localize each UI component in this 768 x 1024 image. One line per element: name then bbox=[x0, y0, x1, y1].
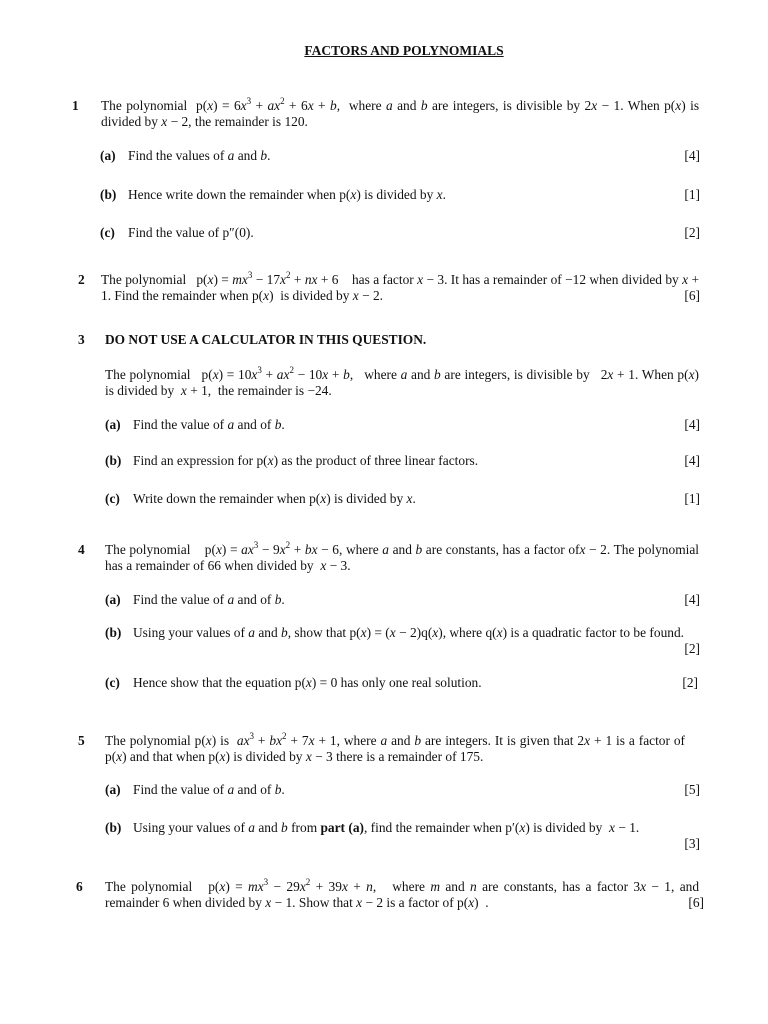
question-number: 4 bbox=[78, 542, 85, 557]
question-heading: DO NOT USE A CALCULATOR IN THIS QUESTION. bbox=[105, 332, 427, 347]
part-text: Find the values of a and b. bbox=[128, 148, 271, 163]
part-label: (b) bbox=[100, 187, 117, 202]
marks: [4] bbox=[684, 453, 700, 468]
part-text: Find the value of p″(0). bbox=[128, 225, 254, 240]
question-stem: The polynomial $p(x) = 6x^3 + ax^2 + 6x + b$, where a and b are integers, is divisible by 2x − 1. When p(x) is divided by x − 2, the remainder is 120. bbox=[101, 96, 700, 129]
part-label: (c) bbox=[100, 225, 115, 240]
question-3-part-a bbox=[105, 417, 700, 433]
question-5-part-a bbox=[105, 782, 700, 798]
question-1-part-b bbox=[100, 187, 700, 203]
part-label: (c) bbox=[105, 675, 120, 690]
part-label: (b) bbox=[105, 820, 122, 835]
question-number: 1 bbox=[72, 98, 79, 113]
marks: [3] bbox=[684, 836, 700, 851]
marks: [2] bbox=[684, 225, 700, 240]
marks: [4] bbox=[684, 148, 700, 163]
question-1-part-c bbox=[100, 225, 700, 241]
question-number: 2 bbox=[78, 272, 85, 287]
part-label: (a) bbox=[105, 782, 121, 797]
marks: [1] bbox=[684, 187, 700, 202]
marks: [6] bbox=[684, 288, 700, 303]
part-text: Using your values of a and b, show that p(x) = (x − 2)q(x), where q(x) is a quadratic factor to be found. bbox=[133, 625, 685, 640]
part-label: (a) bbox=[105, 417, 121, 432]
marks: [5] bbox=[684, 782, 700, 797]
part-text: Find the value of a and of b. bbox=[133, 782, 285, 797]
question-3-part-b bbox=[105, 453, 700, 469]
question-4-part-a bbox=[105, 592, 700, 608]
marks: [2] bbox=[682, 675, 698, 690]
stem-text: The polynomial $p(x) = mx^3 - 29x^2 + 39x + n$, where m and n are constants, has a factor 3x − 1, and remainder 6 when divided by x − 1. Show that x − 2 is a factor of p(x) . bbox=[105, 877, 700, 910]
question-5-part-b bbox=[105, 820, 700, 851]
question-stem bbox=[105, 879, 699, 911]
question-number: 5 bbox=[78, 733, 85, 748]
part-text: Find the value of a and of b. bbox=[133, 592, 285, 607]
part-text: Hence write down the remainder when p(x) is divided by x. bbox=[128, 187, 446, 202]
question-number: 3 bbox=[78, 332, 85, 347]
question-stem: The polynomial $p(x) = 10x^3 + ax^2 - 10x + b$, where a and b are integers, is divisible by 2x + 1. When p(x) is divided by x + 1, the remainder is −24. bbox=[105, 365, 700, 398]
question-number: 6 bbox=[76, 879, 83, 894]
marks: [6] bbox=[688, 895, 704, 910]
part-text: Write down the remainder when p(x) is divided by x. bbox=[133, 491, 416, 506]
question-stem bbox=[101, 272, 699, 304]
part-label: (c) bbox=[105, 491, 120, 506]
question-stem: The polynomial $p(x) = ax^3 - 9x^2$ + bx − 6, where a and b are constants, has a factor ofx − 2. The polynomial has a remainder of 66 when divided by x − 3. bbox=[105, 540, 699, 573]
marks: [4] bbox=[684, 417, 700, 432]
marks: [1] bbox=[684, 491, 700, 506]
part-label: (a) bbox=[105, 592, 121, 607]
part-text: Find the value of a and of b. bbox=[133, 417, 285, 432]
question-1-part-a bbox=[100, 148, 700, 164]
question-stem: The polynomial p(x) is $ax^3 + bx^2 + 7x + 1$, where a and b are integers. It is given that 2x + 1 is a factor of p(x) and that when p(x) is divided by x − 3 there is a remainder of 175. bbox=[105, 731, 686, 764]
question-3-part-c bbox=[105, 491, 700, 507]
part-label: (b) bbox=[105, 453, 122, 468]
marks: [2] bbox=[684, 641, 700, 656]
question-4-part-b bbox=[105, 625, 700, 656]
stem-text: The polynomial $p(x) = mx^3 - 17x^2$ + nx + 6 has a factor x − 3. It has a remainder of −12 when divided by x + 1. Find the remainder when p(x) is divided by x − 2. bbox=[101, 270, 699, 303]
part-label: (a) bbox=[100, 148, 116, 163]
part-text: Find an expression for p(x) as the product of three linear factors. bbox=[133, 453, 479, 468]
page-title: FACTORS AND POLYNOMIALS bbox=[304, 43, 504, 58]
part-text: Using your values of a and b from part (a), find the remainder when p′(x) is divided by x − 1. bbox=[133, 820, 640, 835]
marks: [4] bbox=[684, 592, 700, 607]
part-text: Hence show that the equation p(x) = 0 has only one real solution. bbox=[133, 675, 482, 690]
question-4-part-c bbox=[105, 675, 700, 691]
part-label: (b) bbox=[105, 625, 122, 640]
